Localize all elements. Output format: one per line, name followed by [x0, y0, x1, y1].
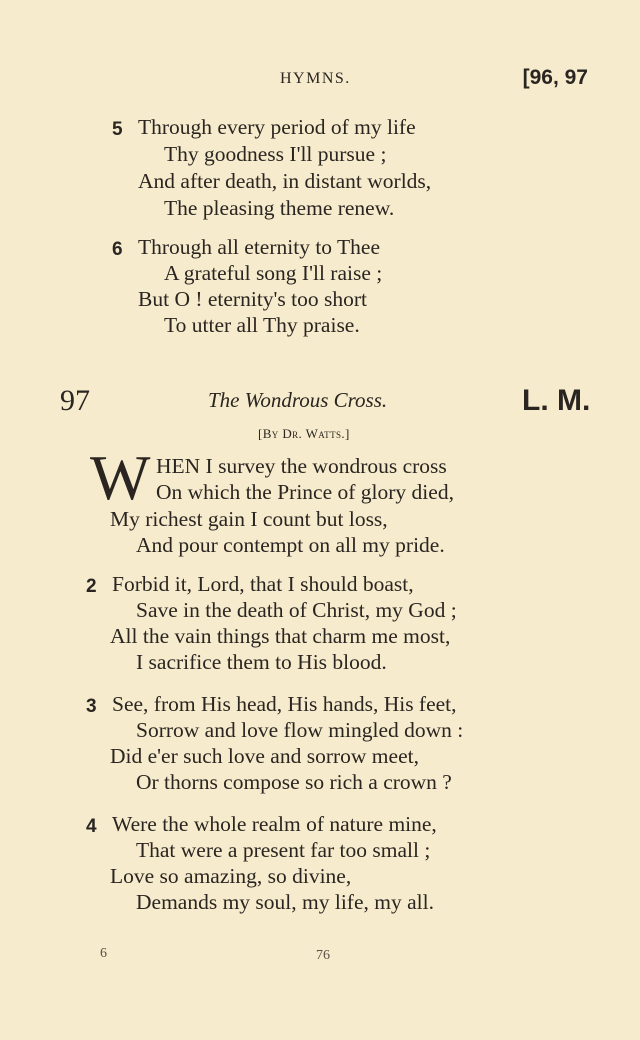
verse-line: See, from His head, His hands, His feet, — [112, 692, 457, 716]
verse-line: Or thorns compose so rich a crown ? — [136, 770, 452, 794]
verse-line: And after death, in distant worlds, — [138, 169, 432, 193]
verse-line: Save in the death of Christ, my God ; — [136, 598, 457, 622]
verse-line: To utter all Thy praise. — [164, 313, 360, 337]
verse-line: Were the whole realm of nature mine, — [112, 812, 437, 836]
verse-line: I sacrifice them to His blood. — [136, 650, 387, 674]
verse-line: And pour contempt on all my pride. — [136, 533, 445, 557]
verse-line: Love so amazing, so divine, — [110, 864, 352, 888]
verse-line: HEN I survey the wondrous cross — [156, 454, 447, 478]
verse-line: That were a present far too small ; — [136, 838, 431, 862]
verse-line: The pleasing theme renew. — [164, 196, 395, 220]
verse-line: Forbid it, Lord, that I should boast, — [112, 572, 414, 596]
hymn-title: The Wondrous Cross. — [208, 388, 388, 412]
verse-line: All the vain things that charm me most, — [110, 624, 451, 648]
verse-line: But O ! eternity's too short — [138, 287, 368, 311]
verse-line: On which the Prince of glory died, — [156, 480, 454, 504]
signature-mark: 6 — [100, 946, 107, 961]
verse-number: 4 — [86, 816, 97, 837]
page-number: 76 — [316, 948, 330, 963]
hymn-author: [By Dr. Watts.] — [258, 426, 350, 441]
verse-line: My richest gain I count but loss, — [110, 507, 388, 531]
verse-number: 5 — [112, 119, 123, 140]
verse-number: 3 — [86, 696, 97, 717]
verse-line: A grateful song I'll raise ; — [164, 261, 383, 285]
drop-cap: W — [90, 442, 151, 513]
verse-line: Thy goodness I'll pursue ; — [164, 142, 387, 166]
running-header-hymn-range: [96, 97 — [522, 66, 588, 89]
hymn-meter: L. M. — [522, 384, 591, 417]
verse-line: Through every period of my life — [138, 115, 416, 139]
verse-number: 2 — [86, 576, 97, 597]
hymn-number: 97 — [60, 384, 90, 417]
verse-line: Demands my soul, my life, my all. — [136, 890, 434, 914]
verse-number: 6 — [112, 239, 123, 260]
running-header-title: HYMNS. — [280, 70, 351, 87]
verse-line: Through all eternity to Thee — [138, 235, 381, 259]
verse-line: Did e'er such love and sorrow meet, — [110, 744, 419, 768]
verse-line: Sorrow and love flow mingled down : — [136, 718, 464, 742]
